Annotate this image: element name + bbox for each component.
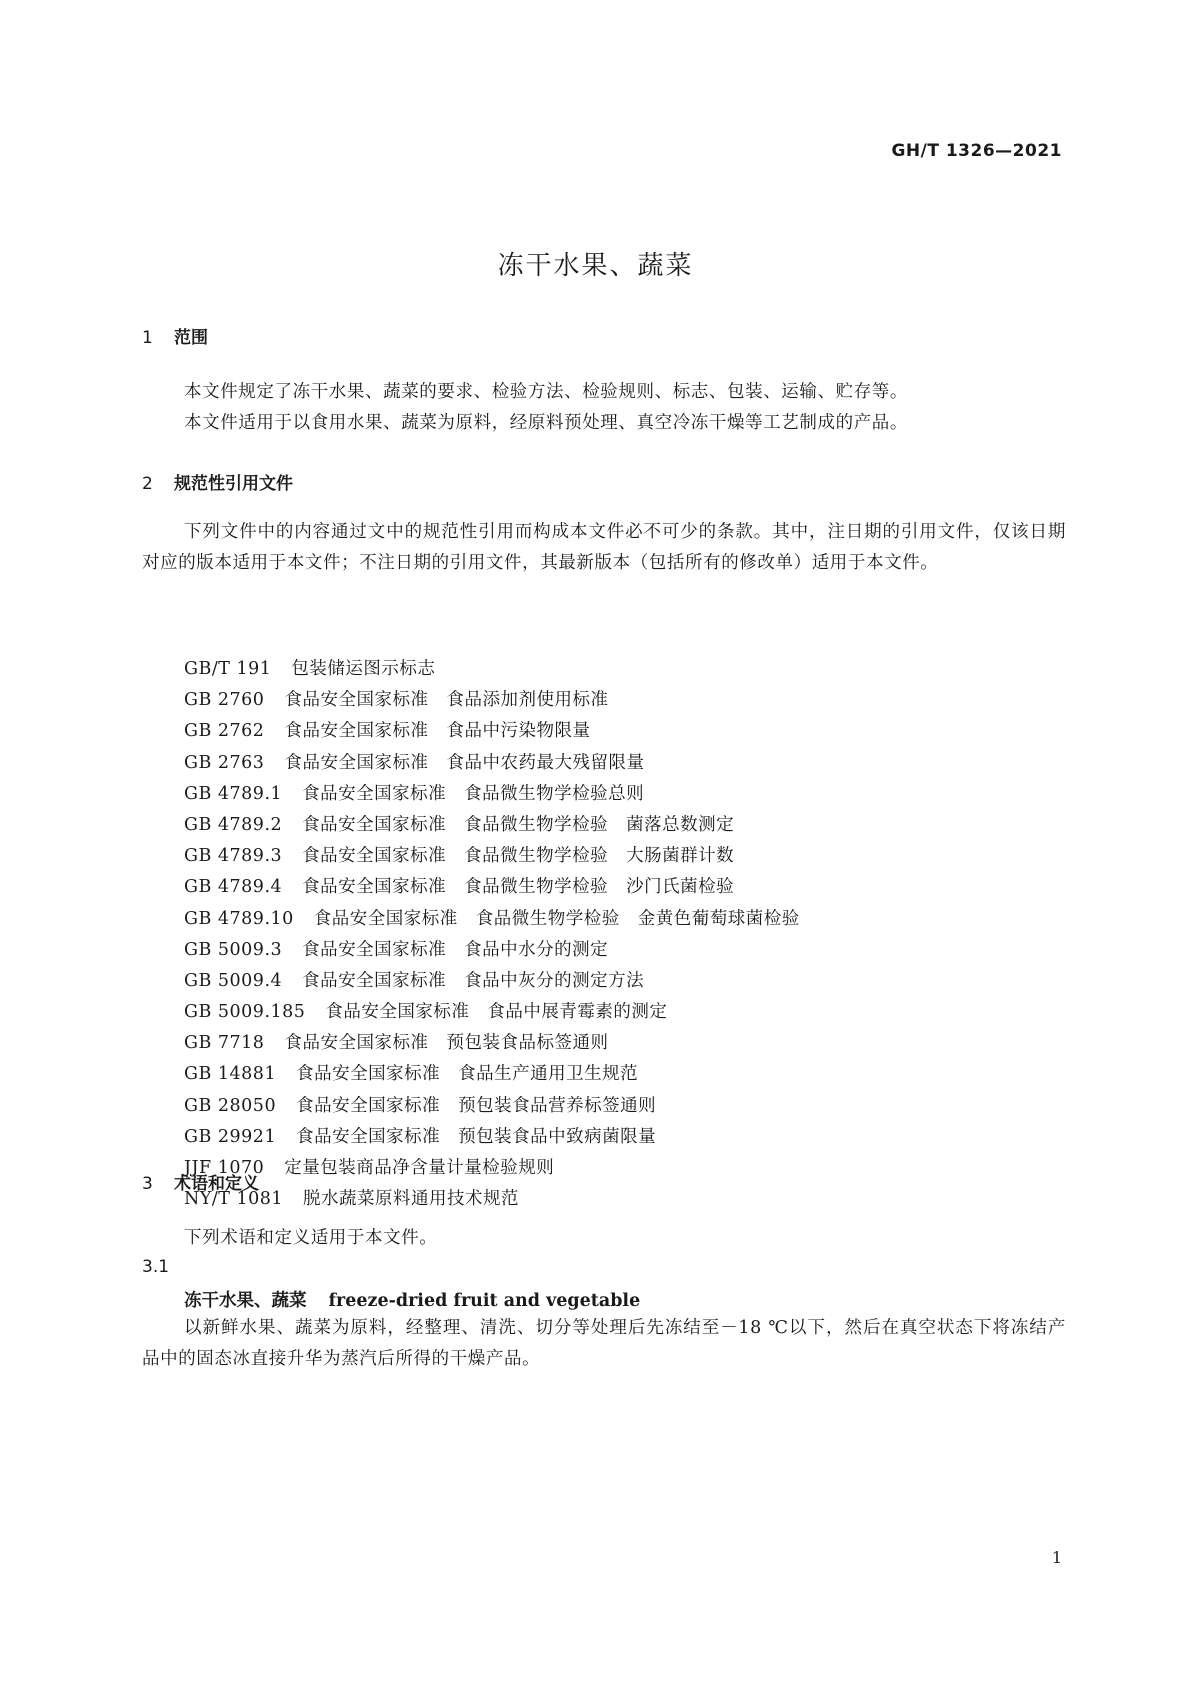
reference-code: NY/T 1081 <box>184 1189 284 1210</box>
reference-item <box>184 654 800 685</box>
section-title: 规范性引用文件 <box>174 474 293 494</box>
reference-title: 食品安全国家标准 食品中农药最大残留限量 <box>284 752 645 773</box>
reference-item <box>184 1059 800 1090</box>
section-number: 2 <box>142 474 153 494</box>
reference-code: GB 4789.3 <box>184 846 283 867</box>
reference-code: GB 7718 <box>184 1033 265 1054</box>
section-3-heading <box>142 1169 259 1194</box>
reference-code: GB 4789.4 <box>184 877 283 898</box>
document-title: 冻干水果、蔬菜 <box>497 251 694 281</box>
reference-item <box>184 841 800 872</box>
page-number: 1 <box>1051 1548 1062 1567</box>
terms-intro: 下列术语和定义适用于本文件。 <box>184 1228 438 1248</box>
section-title: 范围 <box>174 328 208 348</box>
reference-code: GB 4789.1 <box>184 783 283 804</box>
reference-item <box>184 1153 800 1184</box>
reference-item <box>184 716 800 747</box>
reference-item <box>184 810 800 841</box>
reference-item <box>184 997 800 1028</box>
reference-title: 食品安全国家标准 食品微生物学检验 菌落总数测定 <box>302 814 735 835</box>
reference-title: 食品安全国家标准 预包装食品中致病菌限量 <box>296 1126 657 1147</box>
reference-title: 食品安全国家标准 预包装食品营养标签通则 <box>296 1095 657 1116</box>
reference-item <box>184 685 800 716</box>
reference-title: 食品安全国家标准 食品中水分的测定 <box>302 939 609 960</box>
reference-item <box>184 779 800 810</box>
reference-item <box>184 966 800 997</box>
section-2-heading <box>142 469 293 494</box>
reference-code: GB 2763 <box>184 752 265 773</box>
reference-title: 食品安全国家标准 食品中灰分的测定方法 <box>302 970 645 991</box>
reference-title: 食品安全国家标准 食品中污染物限量 <box>284 721 591 742</box>
reference-item <box>184 1091 800 1122</box>
term-number: 3.1 <box>142 1257 170 1277</box>
term-entry <box>184 1287 640 1312</box>
reference-item <box>184 1184 800 1215</box>
reference-title: 食品安全国家标准 食品中展青霉素的测定 <box>325 1002 668 1023</box>
reference-code: GB 5009.4 <box>184 970 283 991</box>
reference-code: GB 5009.3 <box>184 939 283 960</box>
term-definition: 以新鲜水果、蔬菜为原料，经整理、清洗、切分等处理后先冻结至－18 ℃以下，然后在真空状态下将冻结产品中的固态冰直接升华为蒸汽后所得的干燥产品。 <box>142 1318 1066 1369</box>
reference-title: 食品安全国家标准 食品微生物学检验 金黄色葡萄球菌检验 <box>313 908 800 929</box>
section-title: 术语和定义 <box>174 1174 259 1194</box>
reference-title: 食品安全国家标准 预包装食品标签通则 <box>284 1033 609 1054</box>
reference-item <box>184 748 800 779</box>
term-english: freeze-dried fruit and vegetable <box>328 1291 641 1311</box>
reference-code: GB/T 191 <box>184 659 272 679</box>
section-number: 1 <box>142 328 153 348</box>
reference-item <box>184 872 800 903</box>
reference-title: 定量包装商品净含量计量检验规则 <box>284 1158 555 1178</box>
reference-code: JJF 1070 <box>184 1158 265 1178</box>
reference-item <box>184 935 800 966</box>
reference-code: GB 14881 <box>184 1064 277 1085</box>
reference-title: 食品安全国家标准 食品微生物学检验 沙门氏菌检验 <box>302 877 735 898</box>
reference-code: GB 29921 <box>184 1126 277 1147</box>
reference-code: GB 4789.2 <box>184 814 283 835</box>
reference-code: GB 2760 <box>184 690 265 711</box>
scope-paragraph: 本文件适用于以食用水果、蔬菜为原料，经原料预处理、真空冷冻干燥等工艺制成的产品。 <box>184 413 908 433</box>
reference-title: 包装储运图示标志 <box>291 659 436 679</box>
reference-title: 食品安全国家标准 食品添加剂使用标准 <box>284 690 609 711</box>
reference-title: 食品安全国家标准 食品生产通用卫生规范 <box>296 1064 639 1085</box>
section-1-heading <box>142 323 208 348</box>
term-chinese: 冻干水果、蔬菜 <box>184 1291 307 1311</box>
section-number: 3 <box>142 1174 153 1194</box>
standard-code: GH/T 1326—2021 <box>891 141 1062 161</box>
reference-code: GB 28050 <box>184 1095 277 1116</box>
reference-item <box>184 1028 800 1059</box>
reference-title: 脱水蔬菜原料通用技术规范 <box>303 1189 520 1210</box>
scope-paragraph: 本文件规定了冻干水果、蔬菜的要求、检验方法、检验规则、标志、包装、运输、贮存等。 <box>184 382 908 402</box>
reference-code: GB 4789.10 <box>184 908 294 929</box>
normative-references-list <box>184 654 800 1215</box>
reference-code: GB 2762 <box>184 721 265 742</box>
reference-item <box>184 904 800 935</box>
reference-title: 食品安全国家标准 食品微生物学检验 大肠菌群计数 <box>302 846 735 867</box>
reference-item <box>184 1122 800 1153</box>
reference-title: 食品安全国家标准 食品微生物学检验总则 <box>302 783 645 804</box>
reference-code: GB 5009.185 <box>184 1002 306 1023</box>
references-intro: 下列文件中的内容通过文中的规范性引用而构成本文件必不可少的条款。其中，注日期的引用文件，仅该日期对应的版本适用于本文件；不注日期的引用文件，其最新版本（包括所有的修改单）适用于本文件。 <box>142 522 1066 573</box>
